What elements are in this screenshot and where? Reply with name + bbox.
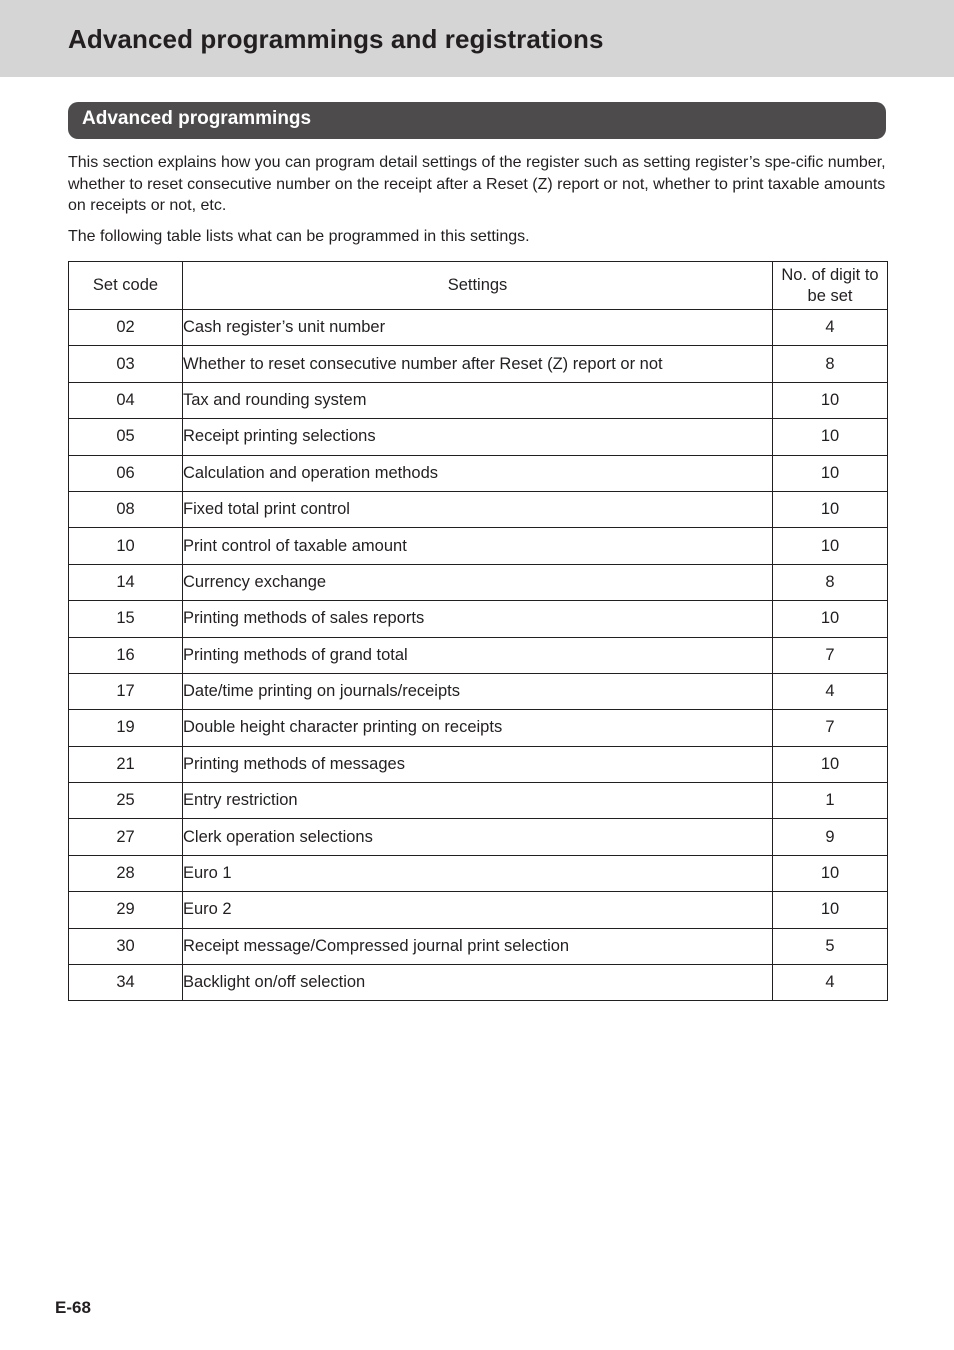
setting-cell: Receipt printing selections [183,419,773,455]
set-code-cell: 25 [69,783,183,819]
digits-cell: 7 [773,710,888,746]
digits-cell: 10 [773,746,888,782]
table-row [69,310,888,346]
table-row [69,382,888,418]
table-row [69,710,888,746]
digits-cell: 8 [773,346,888,382]
setting-cell: Whether to reset consecutive number after Reset (Z) report or not [183,346,773,382]
set-code-cell: 21 [69,746,183,782]
section-header [68,102,886,139]
set-code-cell: 29 [69,892,183,928]
setting-cell: Euro 1 [183,855,773,891]
digits-cell: 10 [773,491,888,527]
set-code-cell: 17 [69,673,183,709]
table-row [69,528,888,564]
page-title: Advanced programmings and registrations [68,24,604,54]
digits-cell: 10 [773,855,888,891]
setting-cell: Backlight on/off selection [183,965,773,1001]
header-digits: No. of digit to be set [773,262,888,310]
table-row [69,855,888,891]
digits-cell: 10 [773,455,888,491]
set-code-cell: 08 [69,491,183,527]
digits-cell: 4 [773,673,888,709]
set-code-cell: 03 [69,346,183,382]
intro-paragraph: This section explains how you can program detail settings of the register such as setting register’s spe-cific number, whether to reset consecutive number on the receipt after a Reset (Z) report or not, whether to print taxable amounts on receipts or not, etc. [68,154,886,214]
table-row [69,455,888,491]
table-row [69,673,888,709]
digits-cell: 10 [773,382,888,418]
setting-cell: Printing methods of grand total [183,637,773,673]
setting-cell: Fixed total print control [183,491,773,527]
set-code-cell: 30 [69,928,183,964]
page-number: E-68 [55,1298,91,1317]
table-row [69,819,888,855]
set-code-cell: 05 [69,419,183,455]
table-row [69,601,888,637]
setting-cell: Clerk operation selections [183,819,773,855]
settings-table [68,261,888,1001]
setting-cell: Euro 2 [183,892,773,928]
set-code-cell: 15 [69,601,183,637]
table-row [69,419,888,455]
set-code-cell: 28 [69,855,183,891]
digits-cell: 8 [773,564,888,600]
digits-cell: 4 [773,965,888,1001]
table-row [69,965,888,1001]
table-row [69,783,888,819]
setting-cell: Receipt message/Compressed journal print selection [183,928,773,964]
set-code-cell: 10 [69,528,183,564]
table-row [69,564,888,600]
digits-cell: 7 [773,637,888,673]
setting-cell: Printing methods of sales reports [183,601,773,637]
set-code-cell: 02 [69,310,183,346]
setting-cell: Tax and rounding system [183,382,773,418]
table-row [69,637,888,673]
header-set-code: Set code [69,262,183,310]
table-row [69,892,888,928]
set-code-cell: 14 [69,564,183,600]
set-code-cell: 06 [69,455,183,491]
digits-cell: 10 [773,601,888,637]
header-settings: Settings [183,262,773,310]
table-header-row [69,262,888,310]
setting-cell: Printing methods of messages [183,746,773,782]
set-code-cell: 16 [69,637,183,673]
digits-cell: 1 [773,783,888,819]
section-title: Advanced programmings [82,108,312,129]
set-code-cell: 34 [69,965,183,1001]
digits-cell: 10 [773,892,888,928]
set-code-cell: 19 [69,710,183,746]
setting-cell: Date/time printing on journals/receipts [183,673,773,709]
table-row [69,346,888,382]
table-row [69,491,888,527]
set-code-cell: 27 [69,819,183,855]
digits-cell: 9 [773,819,888,855]
table-intro-paragraph: The following table lists what can be programmed in this settings. [68,228,530,245]
digits-cell: 10 [773,419,888,455]
digits-cell: 4 [773,310,888,346]
setting-cell: Print control of taxable amount [183,528,773,564]
table-row [69,746,888,782]
digits-cell: 10 [773,528,888,564]
setting-cell: Entry restriction [183,783,773,819]
set-code-cell: 04 [69,382,183,418]
digits-cell: 5 [773,928,888,964]
setting-cell: Double height character printing on receipts [183,710,773,746]
setting-cell: Cash register’s unit number [183,310,773,346]
header-band [0,0,954,77]
setting-cell: Currency exchange [183,564,773,600]
setting-cell: Calculation and operation methods [183,455,773,491]
table-row [69,928,888,964]
